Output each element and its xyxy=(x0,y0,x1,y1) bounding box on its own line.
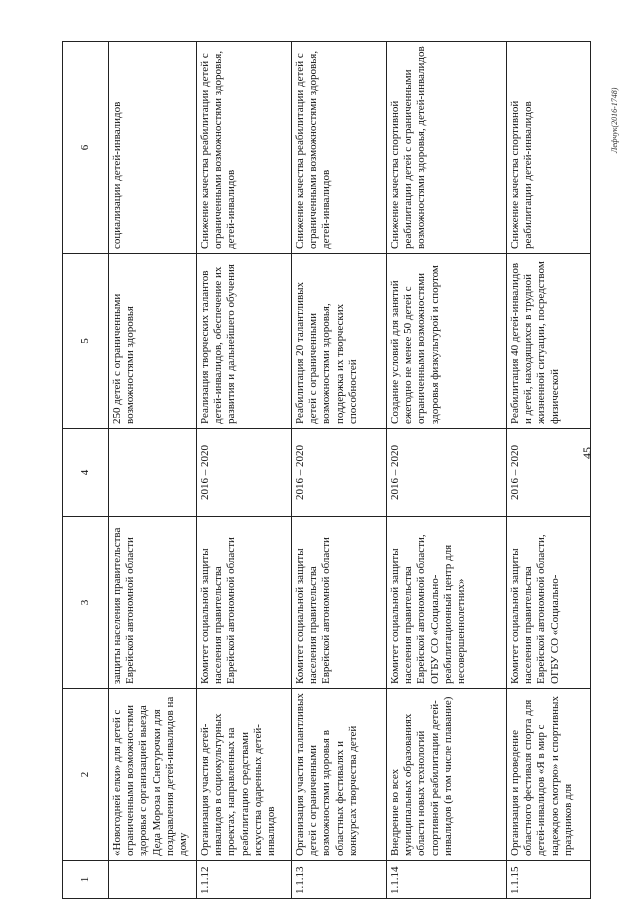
result-cell: Реабилитация 20 талантливых детей с ограниченными возможностями здоровья, поддержка их творческих способностей xyxy=(292,254,387,429)
impact-cell: Снижение качества реабилитации детей с ограниченными возможностями здоровья, детей-инвалидов xyxy=(292,42,387,254)
period-cell: 2016 – 2020 xyxy=(292,429,387,517)
impact-cell: Снижение качества спортивной реабилитации детей-инвалидов xyxy=(507,42,591,254)
row-number xyxy=(109,861,197,899)
col-header-2: 2 xyxy=(63,689,109,861)
table-row xyxy=(507,42,591,899)
activity-cell: Организация и проведение областного фестиваля спорта для детей-инвалидов «Я в мир с надеждою смотрю» и спортивных праздников для xyxy=(507,689,591,861)
activity-cell: «Новогодней елки» для детей с ограниченными возможностями здоровья с организацией выезда Деда Мороза и Снегурочки для поздравления детей-инвалидов на дому xyxy=(109,689,197,861)
table-row xyxy=(197,42,292,899)
row-number: 1.1.13 xyxy=(292,861,387,899)
period-cell: 2016 – 2020 xyxy=(197,429,292,517)
responsible-cell: Комитет социальной защиты населения правительства Еврейской автономной области xyxy=(197,517,292,689)
program-table xyxy=(62,41,591,899)
col-header-5: 5 xyxy=(63,254,109,429)
responsible-cell: Комитет социальной защиты населения правительства Еврейской автономной области, ОГБУ СО «Социально-реабилитационный центр для несовершеннолетних» xyxy=(387,517,507,689)
col-header-3: 3 xyxy=(63,517,109,689)
header-row xyxy=(63,42,109,899)
period-cell: 2016 – 2020 xyxy=(387,429,507,517)
table-row xyxy=(292,42,387,899)
row-number: 1.1.15 xyxy=(507,861,591,899)
period-cell xyxy=(109,429,197,517)
activity-cell: Внедрение во всех муниципальных образованиях области новых технологий спортивной реабилитации детей-инвалидов (в том числе плавание) xyxy=(387,689,507,861)
result-cell: Создание условий для занятий ежегодно не менее 50 детей с ограниченными возможностями здоровья физкультурой и спортом xyxy=(387,254,507,429)
result-cell: Реабилитация 40 детей-инвалидов и детей, находящихся в трудной жизненной ситуации, посредством физической xyxy=(507,254,591,429)
result-cell: 250 детей с ограниченными возможностями здоровья xyxy=(109,254,197,429)
col-header-6: 6 xyxy=(63,42,109,254)
activity-cell: Организация участия талантливых детей с ограниченными возможностями здоровья в областных фестивалях и конкурсах творчества детей xyxy=(292,689,387,861)
activity-cell: Организация участия детей-инвалидов в социокультурных проектах, направленных на реабилитацию средствами искусства одаренных детей-инвалидов xyxy=(197,689,292,861)
col-header-1: 1 xyxy=(63,861,109,899)
responsible-cell: защиты населения правительства Еврейской автономной области xyxy=(109,517,197,689)
row-number: 1.1.14 xyxy=(387,861,507,899)
table-row xyxy=(109,42,197,899)
col-header-4: 4 xyxy=(63,429,109,517)
responsible-cell: Комитет социальной защиты населения правительства Еврейской автономной области xyxy=(292,517,387,689)
page-number: 45 xyxy=(580,447,594,459)
period-cell: 2016 – 2020 xyxy=(507,429,591,517)
table-row xyxy=(387,42,507,899)
impact-cell: социализации детей-инвалидов xyxy=(109,42,197,254)
footer-code: Лефчук(2016-1748) xyxy=(610,87,619,153)
responsible-cell: Комитет социальной защиты населения правительства Еврейской автономной области, ОГБУ СО «Социально- xyxy=(507,517,591,689)
result-cell: Реализация творческих талантов детей-инвалидов, обеспечение их развития и дальнейшего обучения xyxy=(197,254,292,429)
row-number: 1.1.12 xyxy=(197,861,292,899)
impact-cell: Снижение качества реабилитации детей с ограниченными возможностями здоровья, детей-инвалидов xyxy=(197,42,292,254)
impact-cell: Снижение качества спортивной реабилитации детей с ограниченными возможностями здоровья, детей-инвалидов xyxy=(387,42,507,254)
